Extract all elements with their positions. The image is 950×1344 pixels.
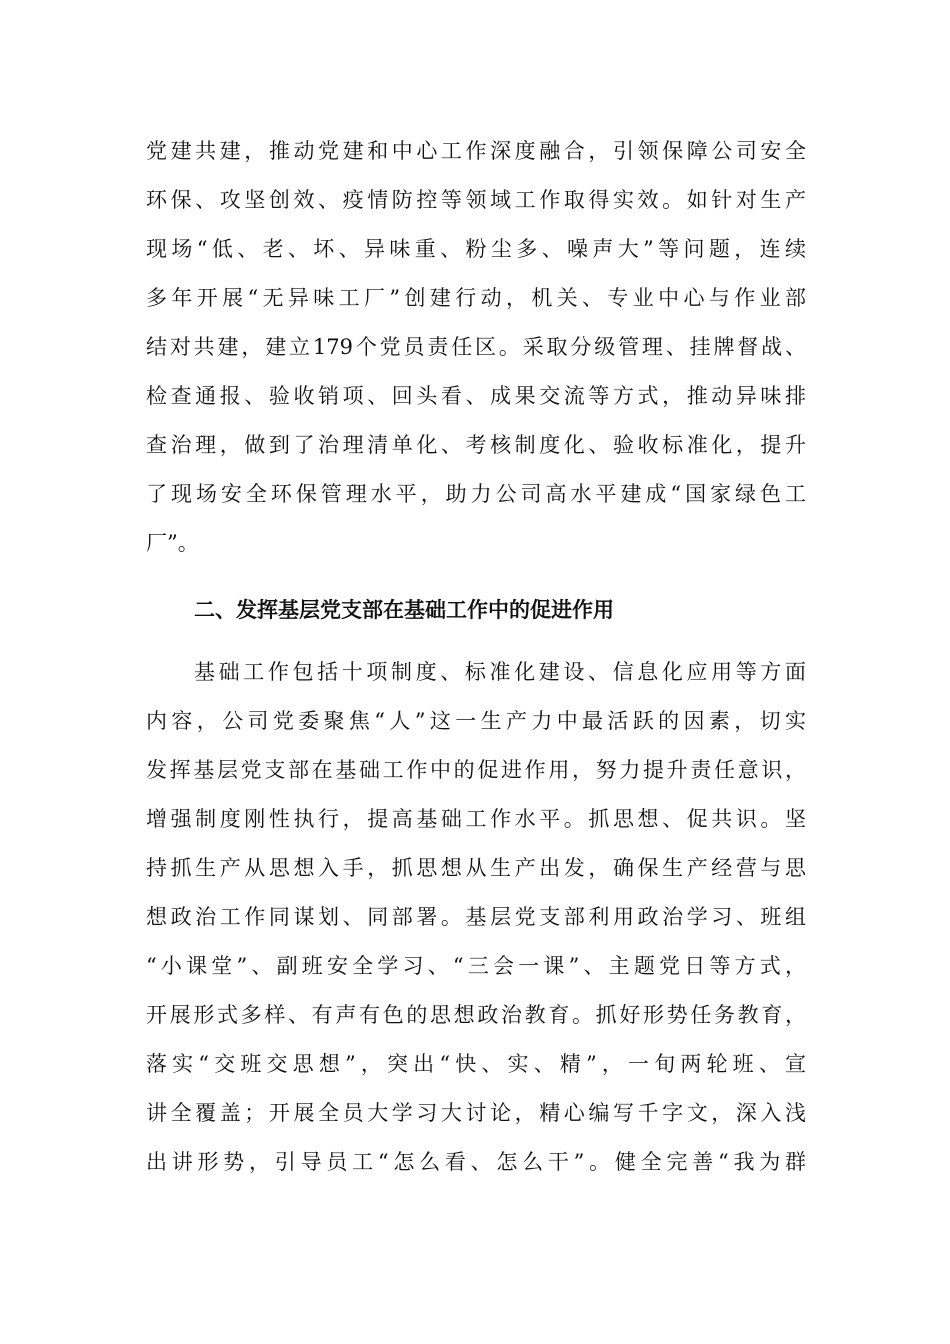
paragraph-1-line-2: 环保、攻坚创效、疫情防控等领域工作取得实效。如针对生产 — [146, 188, 806, 212]
paragraph-1-line-7: 查治理，做到了治理清单化、考核制度化、验收标准化，提升 — [146, 433, 806, 457]
paragraph-2-line-7: “小课堂”、副班安全学习、“三会一课”、主题党日等方式， — [146, 954, 806, 978]
paragraph-2-line-9: 落实“交班交思想”，突出“快、实、精”，一旬两轮班、宣 — [146, 1052, 806, 1076]
paragraph-1-line-1: 党建共建，推动党建和中心工作深度融合，引领保障公司安全 — [146, 139, 806, 163]
paragraph-2-line-10: 讲全覆盖；开展全员大学习大讨论，精心编写千字文，深入浅 — [146, 1101, 806, 1125]
paragraph-1-line-8: 了现场安全环保管理水平，助力公司高水平建成“国家绿色工 — [146, 482, 806, 506]
paragraph-1-line-3: 现场“低、老、坏、异味重、粉尘多、噪声大”等问题，连续 — [146, 237, 806, 261]
paragraph-2-line-5: 持抓生产从思想入手，抓思想从生产出发，确保生产经营与思 — [146, 856, 806, 880]
paragraph-2-line-11: 出讲形势，引导员工“怎么看、怎么干”。健全完善“我为群 — [146, 1150, 806, 1174]
paragraph-1-line-6: 检查通报、验收销项、回头看、成果交流等方式，推动异味排 — [146, 384, 806, 408]
paragraph-2-line-4: 增强制度刚性执行，提高基础工作水平。抓思想、促共识。坚 — [146, 807, 806, 831]
paragraph-1-line-4: 多年开展“无异味工厂”创建行动，机关、专业中心与作业部 — [146, 286, 806, 310]
paragraph-2-line-3: 发挥基层党支部在基础工作中的促进作用，努力提升责任意识， — [146, 758, 806, 782]
paragraph-1-line-5: 结对共建，建立179个党员责任区。采取分级管理、挂牌督战、 — [146, 335, 806, 359]
paragraph-2-line-6: 想政治工作同谋划、同部署。基层党支部利用政治学习、班组 — [146, 905, 806, 929]
paragraph-2-line-2: 内容，公司党委聚焦“人”这一生产力中最活跃的因素，切实 — [146, 709, 806, 733]
paragraph-1-line-9: 厂”。 — [146, 531, 199, 555]
section-heading: 二、发挥基层党支部在基础工作中的促进作用 — [194, 598, 614, 622]
paragraph-2-line-1: 基础工作包括十项制度、标准化建设、信息化应用等方面 — [194, 660, 806, 684]
paragraph-2-line-8: 开展形式多样、有声有色的思想政治教育。抓好形势任务教育， — [146, 1003, 806, 1027]
